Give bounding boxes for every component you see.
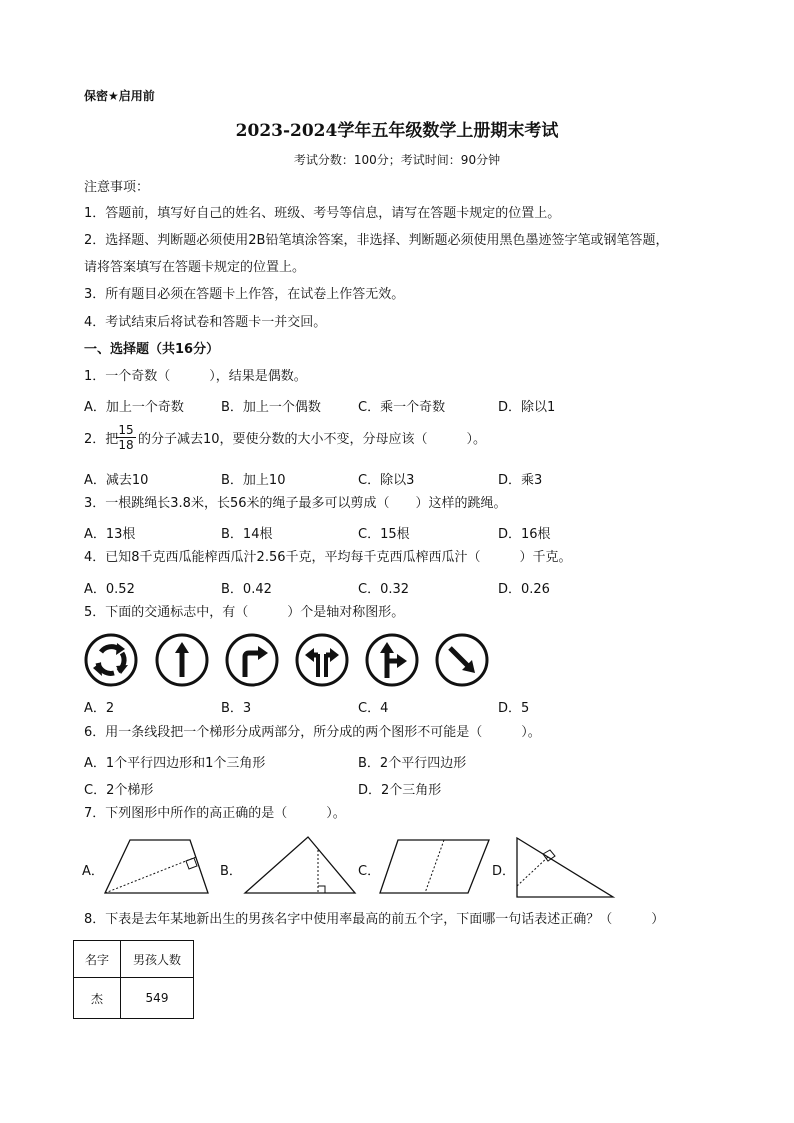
- roundabout-sign-icon: [86, 635, 136, 685]
- table-row: [74, 978, 194, 1019]
- traffic-signs: [82, 630, 502, 690]
- question-7-stem: 7．下列图形中所作的高正确的是（ ）。: [84, 806, 346, 821]
- question-8-stem: 8．下表是去年某地新出生的男孩名字中使用率最高的前五个字，下面哪一句话表述正确？（ ）: [84, 912, 665, 927]
- q4-option-d: D．0.26: [498, 582, 550, 597]
- right-turn-sign-icon: [227, 635, 277, 685]
- q5-option-b: B．3: [221, 701, 252, 716]
- question-6-stem: 6．用一条线段把一个梯形分成两部分，所分成的两个图形不可能是（ ）。: [84, 725, 541, 740]
- q6-option-d: D．2个三角形: [358, 783, 442, 798]
- q1-option-d: D．除以1: [498, 400, 556, 415]
- figure-a-trapezoid: [105, 840, 208, 893]
- notice-item-4: 4．考试结束后将试卷和答题卡一并交回。: [84, 315, 327, 330]
- straight-right-sign-icon: [367, 635, 417, 685]
- q2-fraction: [116, 423, 136, 452]
- q5-option-a: A．2: [84, 701, 115, 716]
- q3-option-b: B．14根: [221, 527, 273, 542]
- q2-option-a: A．减去10: [84, 473, 149, 488]
- figure-c-parallelogram: [380, 840, 489, 893]
- q2-option-d: D．乘3: [498, 473, 543, 488]
- q2-option-b: B．加上10: [221, 473, 286, 488]
- section-heading: 一、选择题（共16分）: [84, 342, 220, 357]
- q4-option-c: C．0.32: [358, 582, 410, 597]
- question-5-stem: 5．下面的交通标志中，有（ ）个是轴对称图形。: [84, 605, 405, 620]
- q7-label-c: C．: [358, 864, 381, 879]
- table-cell-name: 杰: [74, 978, 121, 1019]
- diagonal-arrow-sign-icon: [437, 635, 487, 685]
- question-1-stem: 1．一个奇数（ ），结果是偶数。: [84, 369, 307, 384]
- q1-option-b: B．加上一个偶数: [221, 400, 321, 415]
- figure-d-right-triangle: [517, 838, 613, 897]
- q2-stem-post: 的分子减去10，要使分数的大小不变，分母应该（ ）。: [138, 432, 487, 447]
- boys-name-table: [73, 940, 194, 1019]
- straight-arrow-sign-icon: [157, 635, 207, 685]
- q2-option-c: C．除以3: [358, 473, 415, 488]
- notice-item-3: 3．所有题目必须在答题卡上作答，在试卷上作答无效。: [84, 287, 405, 302]
- q4-option-b: B．0.42: [221, 582, 272, 597]
- q6-option-b: B．2个平行四边形: [358, 756, 467, 771]
- q2-stem-pre: 2．把: [84, 432, 119, 447]
- question-3-stem: 3．一根跳绳长3.8米，长56米的绳子最多可以剪成（ ）这样的跳绳。: [84, 496, 507, 511]
- q6-option-a: A．1个平行四边形和1个三角形: [84, 756, 266, 771]
- notice-item-2: 2．选择题、判断题必须使用2B铅笔填涂答案，非选择、判断题必须使用黑色墨迹签字笔或钢笔答题，: [84, 233, 669, 248]
- page-title: 2023-2024学年五年级数学上册期末考试: [235, 121, 559, 141]
- table-header-row: [74, 941, 194, 978]
- q3-option-c: C．15根: [358, 527, 410, 542]
- q1-option-c: C．乘一个奇数: [358, 400, 446, 415]
- q3-option-d: D．16根: [498, 527, 551, 542]
- q6-option-c: C．2个梯形: [84, 783, 154, 798]
- secret-label: 保密★启用前: [84, 89, 155, 103]
- q5-option-c: C．4: [358, 701, 389, 716]
- notice-item-1: 1．答题前，填写好自己的姓名、班级、考号等信息，请写在答题卡规定的位置上。: [84, 206, 561, 221]
- q2-fraction-numerator: 15: [116, 423, 136, 438]
- q7-figures: [100, 834, 620, 900]
- notice-heading: 注意事项：: [84, 180, 150, 195]
- figure-b-triangle: [245, 837, 355, 893]
- q7-label-a: A．: [82, 864, 104, 879]
- q1-option-a: A．加上一个奇数: [84, 400, 184, 415]
- table-header-name: 名字: [74, 941, 121, 978]
- q4-option-a: A．0.52: [84, 582, 135, 597]
- notice-item-2-cont: 请将答案填写在答题卡规定的位置上。: [84, 260, 306, 275]
- table-header-count: 男孩人数: [121, 941, 194, 978]
- question-4-stem: 4．已知8千克西瓜能榨西瓜汁2.56千克，平均每千克西瓜榨西瓜汁（ ）千克。: [84, 550, 572, 565]
- q5-option-d: D．5: [498, 701, 530, 716]
- q2-fraction-denominator: 18: [118, 438, 134, 452]
- q7-label-b: B．: [220, 864, 242, 879]
- left-right-turn-sign-icon: [297, 635, 347, 685]
- table-cell-count: 549: [121, 978, 194, 1019]
- q3-option-a: A．13根: [84, 527, 136, 542]
- exam-info: 考试分数：100分；考试时间：90分钟: [293, 153, 501, 167]
- q7-label-d: D．: [492, 864, 516, 879]
